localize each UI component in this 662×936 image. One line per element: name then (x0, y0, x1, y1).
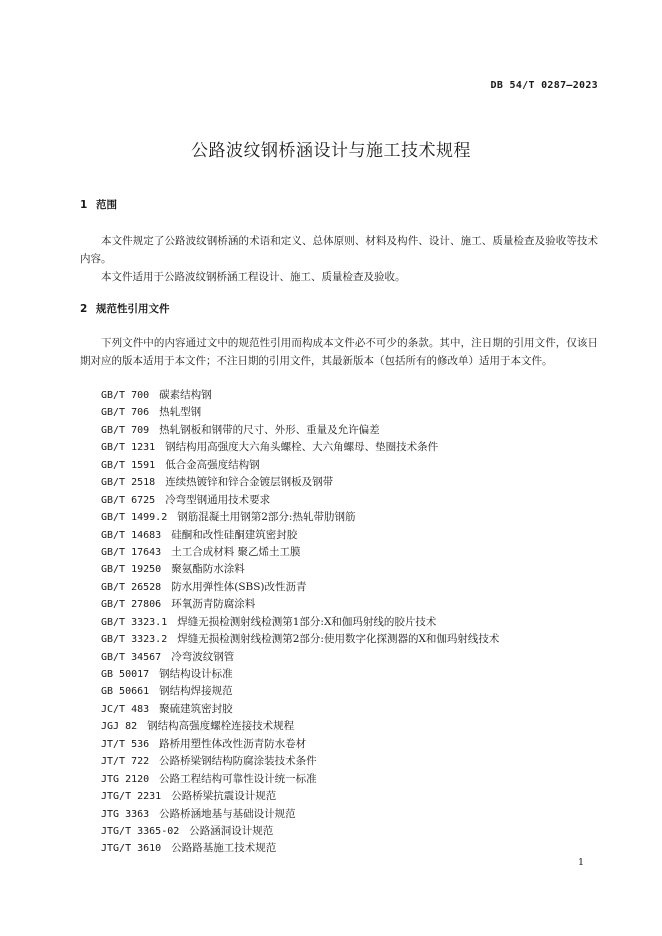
reference-title: 土工合成材料 聚乙烯土工膜 (171, 545, 301, 558)
reference-title: 低合金高强度结构钢 (165, 458, 260, 471)
reference-code: GB 50017 (101, 669, 150, 680)
reference-item (101, 422, 499, 439)
reference-item (101, 492, 499, 509)
reference-title: 连续热镀锌和锌合金镀层钢板及钢带 (165, 476, 334, 489)
reference-code: GB/T 700 (101, 390, 150, 401)
reference-code: GB/T 3323.1 (101, 616, 168, 628)
reference-item (101, 457, 499, 474)
reference-code: JT/T 536 (101, 738, 150, 750)
reference-code: GB/T 709 (101, 424, 150, 436)
reference-item (101, 439, 499, 456)
reference-title: 热轧型钢 (159, 406, 202, 419)
reference-item (101, 387, 499, 404)
reference-item (101, 736, 499, 753)
reference-title: 钢结构用高强度大六角头螺栓、大六角螺母、垫圈技术条件 (165, 441, 439, 454)
reference-item (101, 404, 499, 421)
reference-item (101, 823, 499, 840)
reference-title: 公路桥梁抗震设计规范 (171, 790, 277, 803)
reference-title: 公路工程结构可靠性设计统一标准 (159, 772, 317, 785)
reference-title: 公路涵洞设计规范 (189, 824, 274, 837)
section-1-paragraph-2: 本文件适用于公路波纹钢桥涵工程设计、施工、质量检查及验收。 (101, 271, 406, 283)
reference-item (101, 561, 499, 578)
reference-code: GB/T 17643 (101, 546, 162, 558)
reference-item (101, 806, 499, 823)
reference-code: JT/T 722 (101, 756, 150, 768)
document-code: DB 54/T 0287—2023 (490, 80, 598, 91)
reference-code: GB 50661 (101, 686, 150, 698)
reference-title: 聚氨酯防水涂料 (171, 563, 245, 576)
reference-title: 硅酮和改性硅酮建筑密封胶 (171, 528, 298, 541)
reference-item (101, 579, 499, 596)
reference-title: 钢结构高强度螺栓连接技术规程 (147, 720, 295, 733)
reference-item (101, 701, 499, 718)
reference-title: 热轧钢板和钢带的尺寸、外形、重量及允许偏差 (159, 423, 380, 436)
reference-code: GB/T 1499.2 (101, 512, 168, 524)
reference-list (101, 387, 499, 858)
reference-item (101, 683, 499, 700)
reference-item (101, 614, 499, 631)
reference-code: GB/T 27806 (101, 599, 162, 611)
reference-title: 环氧沥青防腐涂料 (171, 598, 256, 611)
reference-code: GB/T 6725 (101, 494, 156, 506)
reference-title: 公路桥涵地基与基础设计规范 (159, 807, 296, 820)
reference-title: 焊缝无损检测射线检测第2部分:使用数字化探测器的X和伽玛射线技术 (177, 633, 500, 646)
section-1-title: 范围 (96, 199, 117, 211)
reference-code: GB/T 26528 (101, 581, 162, 593)
reference-title: 防水用弹性体(SBS)改性沥青 (171, 580, 307, 593)
reference-title: 钢筋混凝土用钢第2部分:热轧带肋钢筋 (177, 511, 356, 524)
reference-title: 聚硫建筑密封胶 (159, 702, 233, 715)
reference-title: 冷弯波纹钢管 (171, 650, 235, 663)
reference-item (101, 771, 499, 788)
reference-title: 碳素结构钢 (159, 389, 212, 401)
reference-title: 冷弯型钢通用技术要求 (165, 493, 271, 506)
section-2-heading (80, 301, 170, 316)
reference-item (101, 666, 499, 683)
document-title: 公路波纹钢桥涵设计与施工技术规程 (191, 141, 471, 161)
reference-item (101, 544, 499, 561)
reference-code: GB/T 2518 (101, 477, 156, 489)
reference-code: JTG 3363 (101, 808, 150, 820)
reference-code: GB/T 34567 (101, 651, 162, 663)
reference-code: JC/T 483 (101, 703, 150, 715)
section-2-title: 规范性引用文件 (96, 303, 170, 315)
section-1-number: 1 (80, 199, 88, 211)
reference-code: JTG/T 2231 (101, 791, 162, 803)
reference-title: 公路路基施工技术规范 (171, 842, 277, 855)
reference-item (101, 509, 499, 526)
reference-item (101, 718, 499, 735)
reference-code: GB/T 706 (101, 407, 150, 419)
reference-item (101, 649, 499, 666)
page-number: 1 (577, 857, 584, 868)
reference-code: JTG 2120 (101, 773, 150, 785)
reference-code: JTG/T 3365-02 (101, 825, 180, 837)
reference-title: 焊缝无损检测射线检测第1部分:X和伽玛射线的胶片技术 (177, 615, 437, 628)
reference-item (101, 788, 499, 805)
section-2-number: 2 (80, 303, 88, 315)
section-1-paragraph-1: 本文件规定了公路波纹钢桥涵的术语和定义、总体原则、材料及构件、设计、施工、质量检查及验收等技术内容。 (80, 235, 598, 265)
reference-title: 钢结构设计标准 (159, 668, 233, 680)
reference-code: GB/T 3323.2 (101, 634, 168, 646)
reference-item (101, 840, 499, 857)
reference-item (101, 527, 499, 544)
reference-item (101, 631, 499, 648)
reference-title: 公路桥梁钢结构防腐涂装技术条件 (159, 755, 317, 768)
reference-title: 路桥用塑性体改性沥青防水卷材 (159, 737, 307, 750)
reference-code: JGJ 82 (101, 721, 138, 733)
reference-code: GB/T 19250 (101, 564, 162, 576)
reference-item (101, 753, 499, 770)
section-1-heading (80, 197, 117, 212)
section-2-intro: 下列文件中的内容通过文中的规范性引用而构成本文件必不可少的条款。其中，注日期的引用文件，仅该日期对应的版本适用于本文件；不注日期的引用文件，其最新版本（包括所有的修改单）适用于本文件。 (80, 337, 598, 367)
reference-code: JTG/T 3610 (101, 843, 162, 855)
reference-item (101, 474, 499, 491)
reference-title: 钢结构焊接规范 (159, 685, 233, 698)
reference-code: GB/T 14683 (101, 529, 162, 541)
reference-item (101, 596, 499, 613)
reference-code: GB/T 1591 (101, 459, 156, 471)
reference-code: GB/T 1231 (101, 442, 156, 454)
